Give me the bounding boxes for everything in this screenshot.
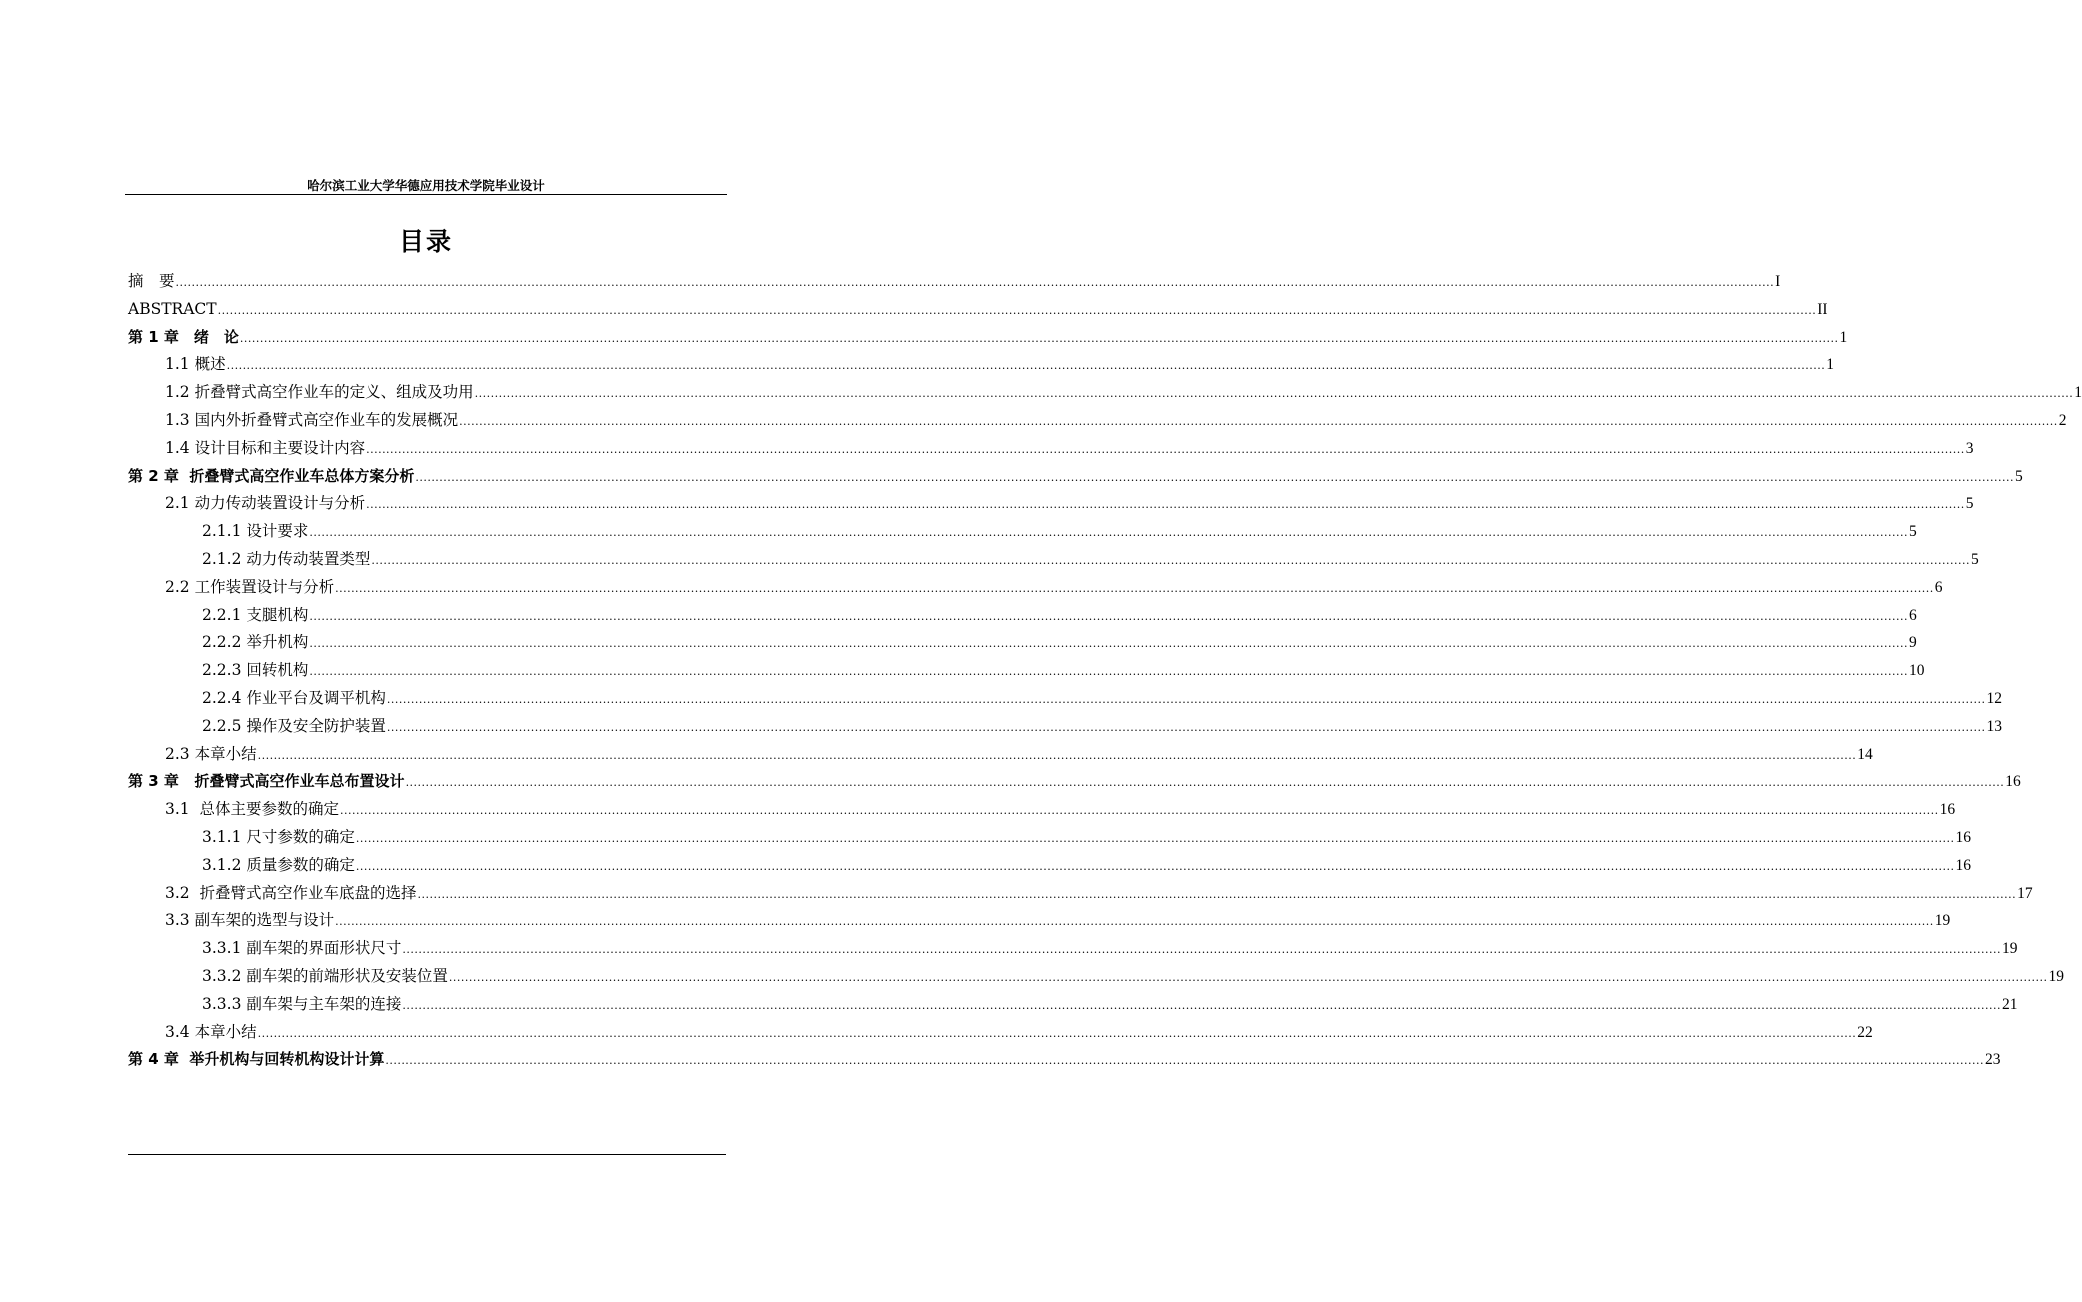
toc-entry-page-number: 1: [2074, 384, 2082, 402]
toc-entry[interactable]: [128, 574, 1943, 602]
toc-entry-label: 1.1 概述: [165, 355, 226, 374]
toc-entry-page-number: 6: [1909, 606, 1917, 624]
dot-leader: ................................................................................................................................................................................................................................................................................................................................................................................................................: [448, 970, 2048, 984]
dot-leader: ................................................................................................................................................................................................................................................................................................................................................................................................................: [386, 720, 1986, 734]
dot-leader: ................................................................................................................................................................................................................................................................................................................................................................................................................: [415, 470, 2014, 484]
toc-entry-label: 第 4 章 举升机构与回转机构设计计算: [128, 1050, 385, 1069]
toc-entry-page-number: 5: [1909, 523, 1917, 541]
dot-leader: ................................................................................................................................................................................................................................................................................................................................................................................................................: [459, 414, 2058, 428]
toc-entry[interactable]: [128, 1046, 2001, 1074]
toc-entry-page-number: 5: [1971, 550, 1979, 568]
toc-entry-label: 2.1.2 动力传动装置类型: [202, 549, 371, 568]
toc-entry[interactable]: [128, 546, 1979, 574]
toc-entry-page-number: 13: [1986, 717, 2003, 735]
toc-entry[interactable]: [128, 685, 2003, 713]
toc-entry-label: 2.2.3 回转机构: [202, 661, 309, 680]
toc-entry[interactable]: [128, 407, 2067, 435]
dot-leader: ................................................................................................................................................................................................................................................................................................................................................................................................................: [355, 859, 1955, 873]
dot-leader: ................................................................................................................................................................................................................................................................................................................................................................................................................: [417, 887, 2017, 901]
toc-entry[interactable]: [128, 518, 1917, 546]
toc-entry[interactable]: [128, 768, 2021, 796]
toc-entry-label: 摘 要: [128, 272, 175, 290]
toc-entry-label: 2.3 本章小结: [165, 744, 257, 763]
toc-entry-label: ABSTRACT: [128, 299, 217, 318]
toc-entry[interactable]: [128, 351, 1834, 379]
toc-entry[interactable]: [128, 824, 1972, 852]
toc-entry-page-number: 1: [1839, 328, 1848, 346]
toc-entry-label: 第 1 章 绪 论: [128, 327, 239, 346]
toc-entry-label: 3.2 折叠臂式高空作业车底盘的选择: [165, 883, 417, 902]
dot-leader: ................................................................................................................................................................................................................................................................................................................................................................................................................: [385, 1054, 1984, 1068]
toc-entry[interactable]: [128, 963, 2065, 991]
toc-entry-label: 3.3 副车架的选型与设计: [165, 911, 335, 930]
dot-leader: ................................................................................................................................................................................................................................................................................................................................................................................................................: [309, 609, 1909, 623]
toc-entry-label: 3.1.1 尺寸参数的确定: [202, 827, 355, 846]
toc-entry-page-number: 21: [2002, 995, 2018, 1013]
dot-leader: ................................................................................................................................................................................................................................................................................................................................................................................................................: [309, 665, 1909, 679]
dot-leader: ................................................................................................................................................................................................................................................................................................................................................................................................................: [217, 303, 1817, 317]
toc-entry[interactable]: [128, 991, 2018, 1019]
toc-entry-label: 1.4 设计目标和主要设计内容: [165, 438, 366, 457]
toc-entry-page-number: 1: [1826, 356, 1834, 374]
dot-leader: ................................................................................................................................................................................................................................................................................................................................................................................................................: [226, 359, 1826, 373]
footer-rule: [128, 1154, 726, 1155]
toc-entry-page-number: I: [1775, 273, 1781, 290]
toc-entry-page-number: 16: [1939, 801, 1956, 819]
toc-entry-page-number: II: [1817, 300, 1828, 318]
toc-entry-page-number: 14: [1857, 745, 1873, 763]
toc-entry-label: 2.2.2 举升机构: [202, 633, 309, 652]
toc-entry-label: 1.2 折叠臂式高空作业车的定义、组成及功用: [165, 383, 474, 402]
toc-entry-page-number: 19: [2048, 967, 2065, 985]
dot-leader: ................................................................................................................................................................................................................................................................................................................................................................................................................: [239, 331, 1839, 345]
toc-entry[interactable]: [128, 1019, 1873, 1047]
toc-entry-page-number: 22: [1857, 1023, 1873, 1041]
toc-entry-page-number: 23: [1984, 1051, 2001, 1069]
page-title: 目录: [398, 227, 453, 256]
toc-entry[interactable]: [128, 602, 1917, 630]
toc-entry-page-number: 16: [2005, 773, 2021, 791]
table-of-contents: [128, 268, 2082, 1074]
toc-entry-page-number: 19: [2002, 940, 2018, 958]
toc-entry-label: 2.2.5 操作及安全防护装置: [202, 716, 386, 735]
dot-leader: ................................................................................................................................................................................................................................................................................................................................................................................................................: [402, 943, 2002, 957]
dot-leader: ................................................................................................................................................................................................................................................................................................................................................................................................................: [257, 1026, 1857, 1040]
dot-leader: ................................................................................................................................................................................................................................................................................................................................................................................................................: [257, 748, 1857, 762]
toc-entry-page-number: 12: [1986, 689, 2003, 707]
dot-leader: ................................................................................................................................................................................................................................................................................................................................................................................................................: [335, 581, 1934, 595]
toc-entry-page-number: 6: [1934, 578, 1943, 596]
dot-leader: ................................................................................................................................................................................................................................................................................................................................................................................................................: [309, 526, 1909, 540]
toc-entry-label: 3.1 总体主要参数的确定: [165, 800, 340, 819]
dot-leader: ................................................................................................................................................................................................................................................................................................................................................................................................................: [371, 553, 1971, 567]
toc-entry-label: 3.4 本章小结: [165, 1022, 257, 1041]
dot-leader: ................................................................................................................................................................................................................................................................................................................................................................................................................: [474, 387, 2074, 401]
toc-entry-page-number: 19: [1934, 912, 1951, 930]
toc-entry[interactable]: [128, 379, 2082, 407]
toc-entry-label: 3.3.3 副车架与主车架的连接: [202, 994, 402, 1013]
toc-entry-label: 3.3.1 副车架的界面形状尺寸: [202, 939, 402, 958]
toc-entry-label: 2.1.1 设计要求: [202, 522, 309, 541]
toc-entry[interactable]: [128, 463, 2023, 491]
dot-leader: ................................................................................................................................................................................................................................................................................................................................................................................................................: [405, 776, 2005, 790]
toc-entry-label: 第 3 章 折叠臂式高空作业车总布置设计: [128, 772, 405, 791]
toc-entry-page-number: 5: [2014, 467, 2023, 485]
toc-entry[interactable]: [128, 907, 1951, 935]
toc-entry-page-number: 16: [1955, 828, 1972, 846]
toc-entry-label: 2.2 工作装置设计与分析: [165, 577, 335, 596]
toc-entry-page-number: 5: [1965, 495, 1974, 513]
toc-entry-page-number: 10: [1909, 662, 1925, 680]
toc-entry-label: 3.1.2 质量参数的确定: [202, 855, 355, 874]
toc-entry-page-number: 16: [1955, 856, 1972, 874]
toc-entry-page-number: 3: [1965, 439, 1974, 457]
dot-leader: ................................................................................................................................................................................................................................................................................................................................................................................................................: [309, 637, 1909, 651]
dot-leader: ................................................................................................................................................................................................................................................................................................................................................................................................................: [335, 915, 1934, 929]
toc-entry-label: 2.2.1 支腿机构: [202, 605, 309, 624]
toc-entry[interactable]: [128, 796, 1956, 824]
toc-entry[interactable]: [128, 490, 1974, 518]
toc-entry-page-number: 9: [1909, 634, 1917, 652]
toc-entry[interactable]: [128, 741, 1873, 769]
toc-entry[interactable]: [128, 713, 2003, 741]
toc-entry-label: 2.1 动力传动装置设计与分析: [165, 494, 366, 513]
dot-leader: ................................................................................................................................................................................................................................................................................................................................................................................................................: [355, 831, 1955, 845]
toc-entry-label: 3.3.2 副车架的前端形状及安装位置: [202, 966, 448, 985]
dot-leader: ................................................................................................................................................................................................................................................................................................................................................................................................................: [340, 804, 1939, 818]
dot-leader: ................................................................................................................................................................................................................................................................................................................................................................................................................: [386, 692, 1986, 706]
toc-entry-label: 2.2.4 作业平台及调平机构: [202, 688, 386, 707]
dot-leader: ................................................................................................................................................................................................................................................................................................................................................................................................................: [175, 276, 1775, 289]
toc-entry[interactable]: [128, 935, 2018, 963]
header-rule: [125, 194, 727, 195]
toc-entry[interactable]: [128, 629, 1917, 657]
dot-leader: ................................................................................................................................................................................................................................................................................................................................................................................................................: [366, 498, 1965, 512]
toc-entry-label: 第 2 章 折叠臂式高空作业车总体方案分析: [128, 466, 415, 485]
toc-entry-label: 1.3 国内外折叠臂式高空作业车的发展概况: [165, 410, 459, 429]
toc-entry-page-number: 17: [2017, 884, 2033, 902]
toc-entry[interactable]: [128, 657, 1925, 685]
page-header-text: 哈尔滨工业大学华德应用技术学院毕业设计: [307, 178, 545, 193]
toc-entry[interactable]: [128, 324, 1848, 352]
toc-entry[interactable]: [128, 852, 1972, 880]
dot-leader: ................................................................................................................................................................................................................................................................................................................................................................................................................: [402, 998, 2002, 1012]
toc-entry[interactable]: [128, 296, 1828, 324]
dot-leader: ................................................................................................................................................................................................................................................................................................................................................................................................................: [366, 442, 1965, 456]
toc-entry-page-number: 2: [2058, 411, 2067, 429]
toc-entry[interactable]: [128, 268, 1781, 296]
toc-entry[interactable]: [128, 435, 1974, 463]
toc-entry[interactable]: [128, 880, 2033, 908]
